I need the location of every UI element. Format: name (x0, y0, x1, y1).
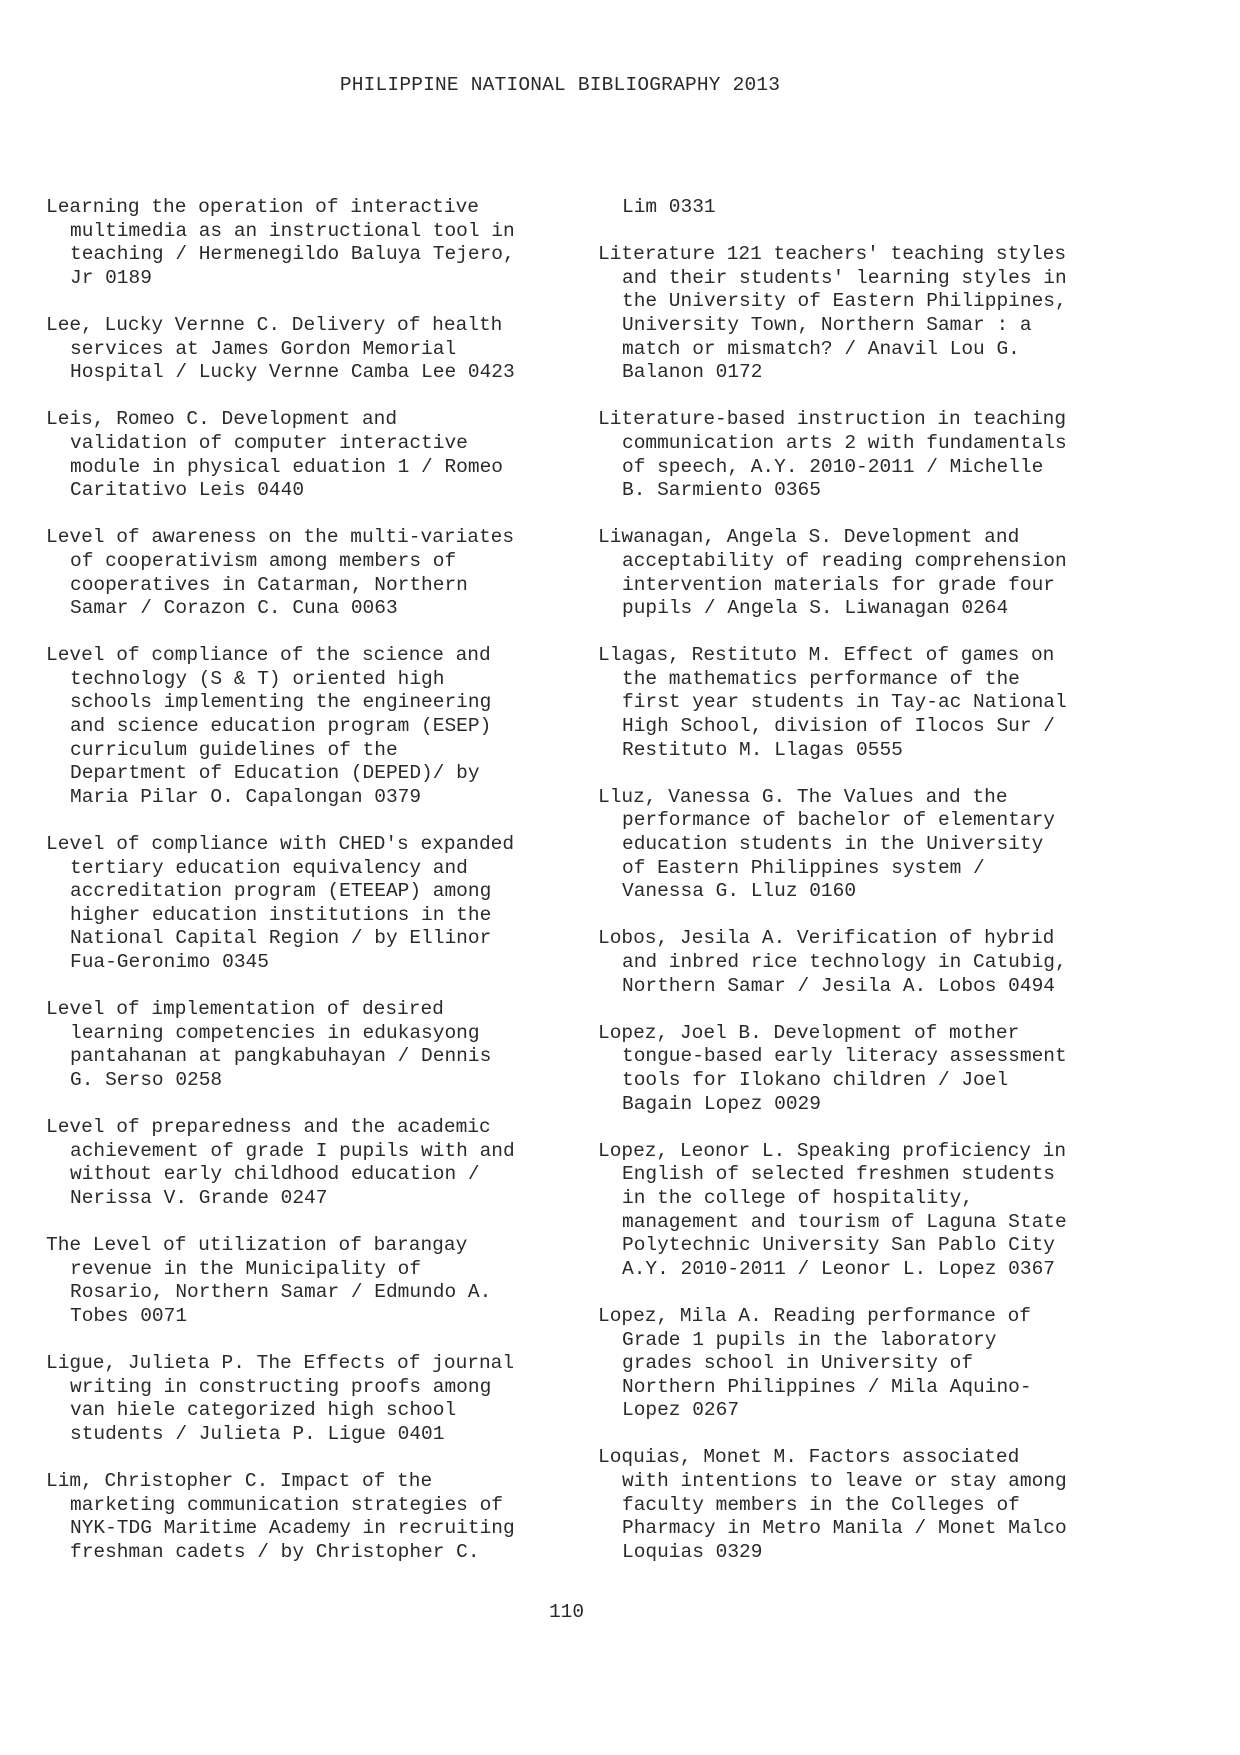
bibliography-entry: Lobos, Jesila A. Verification of hybrid and inbred rice technology in Catubig, Northern Samar / Jesila A. Lobos 0494 (598, 927, 1067, 997)
bibliography-entry: Learning the operation of interactive multimedia as an instructional tool in teaching / Hermenegildo Baluya Tejero, Jr 0189 (46, 196, 515, 289)
bibliography-entry: Lopez, Leonor L. Speaking proficiency in English of selected freshmen students in the college of hospitality, management and tourism of Laguna State Polytechnic University San Pablo City A.Y. 2010-2011 / Leonor L. Lopez 0367 (598, 1139, 1067, 1280)
page-number: 110 (548, 1601, 585, 1623)
bibliography-entry: Leis, Romeo C. Development and validation of computer interactive module in physical eduation 1 / Romeo Caritativo Leis 0440 (46, 408, 503, 502)
bibliography-entry: Level of compliance of the science and technology (S & T) oriented high schools implementing the engineering and science education program (ESEP) curriculum guidelines of the Department of Education (DEPED)/ by Maria Pilar O. Capalongan 0379 (46, 644, 492, 808)
bibliography-entry: Lee, Lucky Vernne C. Delivery of health services at James Gordon Memorial Hospital / Lucky Vernne Camba Lee 0423 (46, 313, 515, 384)
bibliography-entry: Level of preparedness and the academic achievement of grade I pupils with and without early childhood education / Nerissa V. Grande 0247 (46, 1116, 515, 1209)
bibliography-entry: Ligue, Julieta P. The Effects of journal writing in constructing proofs among van hiele categorized high school students / Julieta P. Ligue 0401 (46, 1352, 515, 1445)
bibliography-entry: Literature-based instruction in teaching communication arts 2 with fundamentals of speech, A.Y. 2010-2011 / Michelle B. Sarmiento 0365 (598, 408, 1067, 502)
bibliography-entry: Level of awareness on the multi-variates of cooperativism among members of cooperatives in Catarman, Northern Samar / Corazon C. Cuna 0063 (46, 526, 515, 620)
bibliography-entry: Literature 121 teachers' teaching styles and their students' learning styles in the University of Eastern Philippines, University Town, Northern Samar : a match or mismatch? / Anavil Lou G. Balanon 0172 (598, 243, 1067, 384)
bibliography-entry: Lim, Christopher C. Impact of the marketing communication strategies of NYK-TDG Maritime Academy in recruiting freshman cadets / by Christopher C. (46, 1470, 515, 1563)
page-header: PHILIPPINE NATIONAL BIBLIOGRAPHY 2013 (339, 74, 781, 96)
bibliography-entry: Lopez, Mila A. Reading performance of Grade 1 pupils in the laboratory grades school in University of Northern Philippines / Mila Aquino- Lopez 0267 (598, 1304, 1032, 1422)
left-column (46, 196, 576, 1588)
continued-entry: Lim 0331 (622, 196, 716, 218)
bibliography-entry: Lluz, Vanessa G. The Values and the performance of bachelor of elementary education students in the University of Eastern Philippines system / Vanessa G. Lluz 0160 (598, 785, 1055, 903)
bibliography-entry: Liwanagan, Angela S. Development and acceptability of reading comprehension intervention materials for grade four pupils / Angela S. Liwanagan 0264 (598, 526, 1067, 620)
bibliography-entry: The Level of utilization of barangay revenue in the Municipality of Rosario, Northern Samar / Edmundo A. Tobes 0071 (46, 1234, 492, 1327)
bibliography-entry: Level of compliance with CHED's expanded tertiary education equivalency and accreditation program (ETEEAP) among higher education institutions in the National Capital Region / by Ellinor Fua-Geronimo 0345 (46, 833, 515, 973)
bibliography-entry: Lopez, Joel B. Development of mother tongue-based early literacy assessment tools for Ilokano children / Joel Bagain Lopez 0029 (598, 1021, 1067, 1115)
bibliography-entry: Loquias, Monet M. Factors associated with intentions to leave or stay among faculty members in the Colleges of Pharmacy in Metro Manila / Monet Malco Loquias 0329 (598, 1446, 1067, 1563)
bibliography-entry: Level of implementation of desired learning competencies in edukasyong pantahanan at pangkabuhayan / Dennis G. Serso 0258 (46, 998, 492, 1091)
bibliography-entry: Llagas, Restituto M. Effect of games on the mathematics performance of the first year students in Tay-ac National High School, division of Ilocos Sur / Restituto M. Llagas 0555 (598, 644, 1067, 761)
right-column (598, 196, 1128, 1588)
